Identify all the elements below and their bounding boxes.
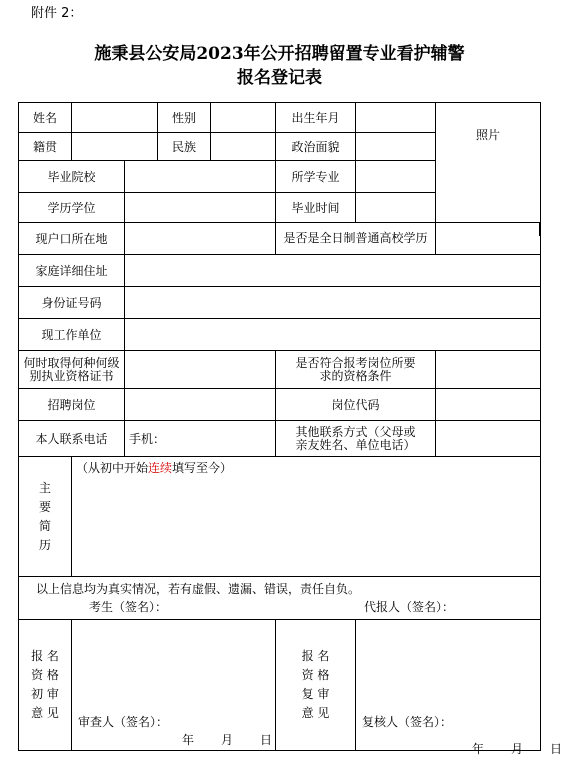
fulltime-field[interactable] <box>436 223 541 255</box>
work-unit-label: 现工作单位 <box>19 319 125 351</box>
photo-label: 照片 <box>476 128 501 142</box>
second-review-field[interactable] <box>356 620 563 756</box>
native-label: 籍贯 <box>19 133 72 161</box>
ethnic-label: 民族 <box>158 133 211 161</box>
first-review-line2: 资 格 <box>31 668 59 682</box>
resume-hint <box>76 457 540 476</box>
position-code-label: 岗位代码 <box>276 389 436 421</box>
second-review-line4: 意 见 <box>301 706 330 720</box>
native-field[interactable] <box>72 133 158 161</box>
second-review-line1: 报 名 <box>301 649 330 663</box>
address-field[interactable] <box>125 255 541 287</box>
phone-label: 本人联系电话 <box>19 421 125 457</box>
first-review-date: 年 月 日 <box>182 733 274 747</box>
major-field[interactable] <box>356 161 436 193</box>
second-review-label <box>276 620 356 751</box>
first-review-line1: 报 名 <box>31 649 59 663</box>
resume-char-2: 要 <box>38 499 51 514</box>
registration-form-table <box>18 102 563 756</box>
other-contact-field[interactable] <box>436 421 541 457</box>
address-label: 家庭详细住址 <box>19 255 125 287</box>
birth-field[interactable] <box>356 103 436 133</box>
attachment-label: 附件 2： <box>31 6 83 21</box>
resume-label <box>19 457 72 577</box>
mobile-field[interactable] <box>125 421 276 457</box>
hukou-field[interactable] <box>125 223 276 255</box>
first-review-label <box>19 620 72 751</box>
other-contact-line2: 亲友姓名、单位电话） <box>295 437 416 452</box>
degree-label: 学历学位 <box>19 193 125 223</box>
qualification-label <box>276 351 436 389</box>
photo-box[interactable] <box>436 103 541 223</box>
certificate-field[interactable] <box>125 351 276 389</box>
qualification-label-line2: 求的资格条件 <box>319 368 392 383</box>
resume-char-4: 历 <box>38 537 51 552</box>
agent-signature-label: 代报人（签名）： <box>364 600 455 614</box>
grad-time-label: 毕业时间 <box>276 193 356 223</box>
name-label: 姓名 <box>19 103 72 133</box>
declaration-cell <box>19 577 541 620</box>
birth-label: 出生年月 <box>276 103 356 133</box>
checker-signature-label: 复核人（签名）： <box>362 715 453 729</box>
reviewer-signature-label: 审查人（签名）： <box>78 715 169 729</box>
qualification-label-line1: 是否符合报考岗位所要 <box>295 355 416 370</box>
political-label: 政治面貌 <box>276 133 356 161</box>
resume-field[interactable] <box>72 457 541 577</box>
second-review-line3: 复 审 <box>301 687 330 701</box>
mobile-label: 手机： <box>129 432 166 446</box>
other-contact-label <box>276 421 436 457</box>
certificate-label-line1: 何时取得何种何级 <box>23 355 120 370</box>
position-field[interactable] <box>125 389 276 421</box>
resume-char-1: 主 <box>38 480 51 495</box>
qualification-field[interactable] <box>436 351 541 389</box>
grad-time-field[interactable] <box>356 193 436 223</box>
position-label: 招聘岗位 <box>19 389 125 421</box>
name-field[interactable] <box>72 103 158 133</box>
margin-mark <box>539 222 541 236</box>
school-field[interactable] <box>125 161 276 193</box>
first-review-field[interactable] <box>72 620 276 751</box>
political-field[interactable] <box>356 133 436 161</box>
second-review-date: 年 月 日 <box>472 742 563 756</box>
resume-hint-post: 填写至今） <box>172 461 233 475</box>
gender-label: 性别 <box>158 103 211 133</box>
certificate-label <box>19 351 125 389</box>
ethnic-field[interactable] <box>211 133 276 161</box>
school-label: 毕业院校 <box>19 161 125 193</box>
degree-field[interactable] <box>125 193 276 223</box>
certificate-label-line2: 别执业资格证书 <box>29 368 114 383</box>
other-contact-line1: 其他联系方式（父母或 <box>295 424 416 439</box>
resume-char-3: 简 <box>38 518 51 533</box>
fulltime-label: 是否是全日制普通高校学历 <box>276 223 436 255</box>
major-label: 所学专业 <box>276 161 356 193</box>
form-subtitle: 报名登记表 <box>237 68 322 88</box>
gender-field[interactable] <box>211 103 276 133</box>
id-number-field[interactable] <box>125 287 541 319</box>
first-review-line4: 意 见 <box>31 706 59 720</box>
resume-hint-pre: （从初中开始 <box>76 461 149 475</box>
declaration-statement: 以上信息均为真实情况，若有虚假、遗漏、错误，责任自负。 <box>36 582 361 596</box>
first-review-line3: 初 审 <box>31 687 59 701</box>
work-unit-field[interactable] <box>125 319 541 351</box>
resume-hint-red: 连续 <box>148 461 173 475</box>
candidate-signature-label: 考生（签名）： <box>89 600 168 614</box>
hukou-label: 现户口所在地 <box>19 223 125 255</box>
form-title: 施秉县公安局2023年公开招聘留置专业看护辅警 <box>94 44 465 64</box>
id-number-label: 身份证号码 <box>19 287 125 319</box>
position-code-field[interactable] <box>436 389 541 421</box>
second-review-line2: 资 格 <box>301 668 330 682</box>
